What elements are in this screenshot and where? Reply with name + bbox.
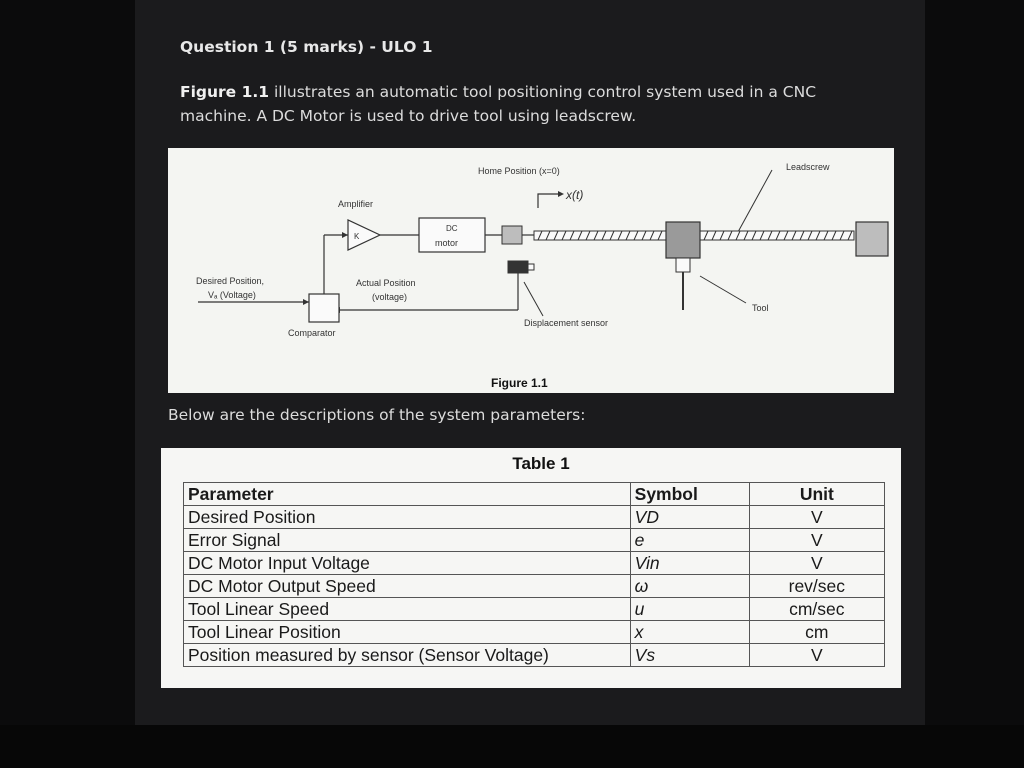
intro-text-line1: illustrates an automatic tool positioning control system used in a CNC: [269, 83, 817, 101]
comparator-label: Comparator: [288, 328, 336, 338]
sensor-tip: [528, 264, 534, 270]
cell-parameter: Tool Linear Speed: [184, 598, 631, 621]
desired-input-arrowhead: [303, 299, 309, 305]
figure-reference: Figure 1.1: [180, 83, 270, 101]
leadscrew-pointer: [738, 170, 772, 232]
amplifier-label: Amplifier: [338, 199, 374, 209]
monitor-bezel: [0, 725, 1024, 768]
sensor-pointer: [524, 282, 543, 316]
cell-symbol: u: [630, 598, 749, 621]
header-unit: Unit: [749, 483, 884, 506]
displacement-sensor: [508, 261, 528, 273]
cell-parameter: Tool Linear Position: [184, 621, 631, 644]
tool-pointer: [700, 276, 746, 303]
description-text: Below are the descriptions of the system parameters:: [168, 406, 586, 424]
cell-symbol: Vs: [630, 644, 749, 667]
cell-unit: cm/sec: [749, 598, 884, 621]
home-arrowhead: [558, 191, 564, 197]
cell-parameter: DC Motor Input Voltage: [184, 552, 631, 575]
figure-caption: Figure 1.1: [491, 376, 548, 390]
cell-parameter: Desired Position: [184, 506, 631, 529]
table-header-row: [184, 483, 885, 506]
parameters-table: [183, 482, 885, 667]
cell-parameter: DC Motor Output Speed: [184, 575, 631, 598]
cell-unit: cm: [749, 621, 884, 644]
header-symbol: Symbol: [630, 483, 749, 506]
intro-text-line2: machine. A DC Motor is used to drive tool using leadscrew.: [180, 107, 637, 125]
cell-symbol: x: [630, 621, 749, 644]
desired-position-label: Desired Position,: [196, 276, 265, 286]
desired-voltage-label: Vₐ (Voltage): [208, 290, 256, 300]
amp-input-arrowhead: [342, 232, 348, 238]
table-1-container: [161, 448, 901, 688]
cell-symbol: VD: [630, 506, 749, 529]
table-row: [184, 621, 885, 644]
leadscrew-label: Leadscrew: [786, 162, 830, 172]
intro-paragraph: [180, 80, 870, 128]
displacement-sensor-label: Displacement sensor: [524, 318, 609, 328]
header-parameter: Parameter: [184, 483, 631, 506]
amplifier-triangle: [348, 220, 380, 250]
end-bearing-block: [856, 222, 888, 256]
table-row: [184, 552, 885, 575]
table-row: [184, 598, 885, 621]
cell-symbol: Vin: [630, 552, 749, 575]
home-arrow: [538, 194, 558, 208]
tool-label: Tool: [752, 303, 769, 313]
cell-unit: V: [749, 506, 884, 529]
actual-position-label: Actual Position: [356, 278, 416, 288]
cell-unit: V: [749, 644, 884, 667]
cell-unit: V: [749, 552, 884, 575]
table-row: [184, 506, 885, 529]
cell-unit: V: [749, 529, 884, 552]
table-row: [184, 644, 885, 667]
cell-symbol: e: [630, 529, 749, 552]
dc-label: DC: [446, 224, 458, 233]
tool-carriage: [666, 222, 700, 258]
home-position-label: Home Position (x=0): [478, 166, 560, 176]
tool-holder: [676, 258, 690, 272]
coupling-block: [502, 226, 522, 244]
cell-unit: rev/sec: [749, 575, 884, 598]
amplifier-k: K: [354, 232, 360, 241]
xt-label: x(t): [566, 188, 584, 202]
figure-1-1: [168, 148, 894, 393]
actual-voltage-label: (voltage): [372, 292, 408, 302]
comparator-block: [309, 294, 339, 322]
cnc-diagram: [168, 148, 894, 393]
table-row: [184, 575, 885, 598]
cell-parameter: Position measured by sensor (Sensor Voltage): [184, 644, 631, 667]
table-caption: Table 1: [512, 454, 570, 473]
question-title: Question 1 (5 marks) - ULO 1: [180, 38, 433, 56]
cell-symbol: ω: [630, 575, 749, 598]
motor-label: motor: [435, 238, 459, 248]
cell-parameter: Error Signal: [184, 529, 631, 552]
table-row: [184, 529, 885, 552]
